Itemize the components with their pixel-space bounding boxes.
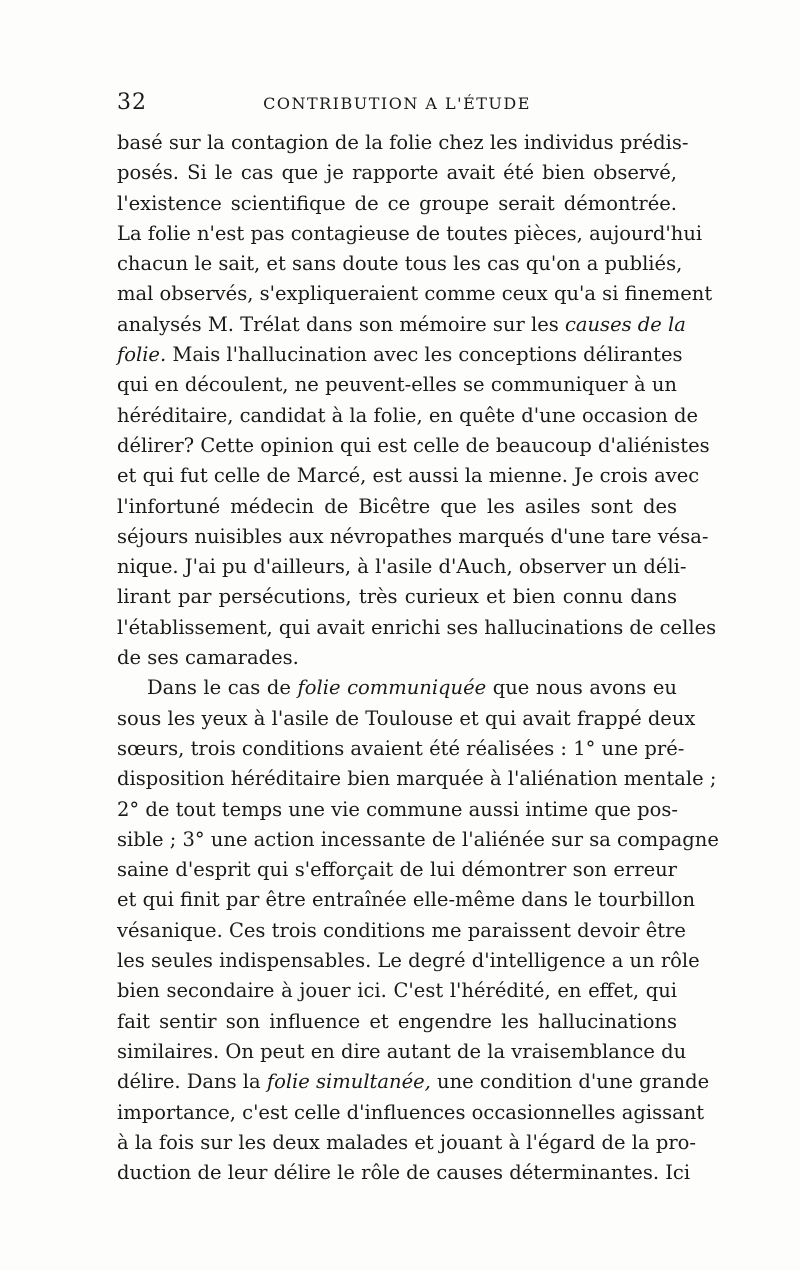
text-line: nique. J'ai pu d'ailleurs, à l'asile d'Auch, observer un déli- <box>117 555 687 579</box>
text-line: héréditaire, candidat à la folie, en quête d'une occasion de <box>117 403 698 427</box>
text-line: sœurs, trois conditions avaient été réalisées : 1° une pré- <box>117 736 685 760</box>
text-line: séjours nuisibles aux névropathes marqués d'une tare vésa- <box>117 524 709 548</box>
text-line: importance, c'est celle d'influences occasionnelles agissant <box>117 1100 705 1124</box>
text-line <box>117 340 683 370</box>
text-line: de ses camarades. <box>117 646 299 670</box>
text-line: vésanique. Ces trois conditions me paraissent devoir être <box>117 918 686 942</box>
text-run: une condition d'une grande <box>430 1070 710 1094</box>
text-run: analysés M. Trélat dans son mémoire sur les <box>117 312 559 336</box>
body-text <box>117 128 719 1188</box>
text-line: 2° de tout temps une vie commune aussi intime que pos- <box>117 797 678 821</box>
text-line: sous les yeux à l'asile de Toulouse et qui avait frappé deux <box>117 706 696 730</box>
text-line: et qui finit par être entraînée elle-même dans le tourbillon <box>117 888 696 912</box>
text-line: fait sentir son influence et engendre les hallucinations <box>117 1009 677 1033</box>
italic-run: folie. <box>117 343 167 367</box>
text-line: l'existence scientifique de ce groupe serait démontrée. <box>117 191 677 215</box>
page-header <box>117 90 677 120</box>
text-line <box>117 310 686 340</box>
text-run: que nous avons eu <box>486 676 677 700</box>
text-line: délirer? Cette opinion qui est celle de beaucoup d'aliénistes <box>117 433 710 457</box>
text-line: disposition héréditaire bien marquée à l'aliénation mentale ; <box>117 767 717 791</box>
running-title: CONTRIBUTION A L'ÉTUDE <box>263 94 531 113</box>
italic-run: folie communiquée <box>297 676 487 700</box>
text-line: basé sur la contagion de la folie chez les individus prédis- <box>117 131 689 154</box>
text-line: et qui fut celle de Marcé, est aussi la mienne. Je crois avec <box>117 464 700 488</box>
text-line: les seules indispensables. Le degré d'intelligence a un rôle <box>117 949 700 973</box>
italic-run: causes de la <box>564 312 686 336</box>
text-line: saine d'esprit qui s'efforçait de lui démontrer son erreur <box>117 858 677 882</box>
text-line: duction de leur délire le rôle de causes déterminantes. Ici <box>117 1161 691 1185</box>
text-line <box>117 673 677 703</box>
text-line: sible ; 3° une action incessante de l'aliénée sur sa compagne <box>117 827 719 851</box>
text-run: Mais l'hallucination avec les conceptions délirantes <box>166 343 683 367</box>
page-number: 32 <box>117 90 147 115</box>
text-run: délire. Dans la <box>117 1070 261 1094</box>
italic-run: folie simultanée, <box>266 1070 431 1094</box>
text-line <box>117 1067 710 1097</box>
text-line: qui en découlent, ne peuvent-elles se communiquer à un <box>117 373 677 397</box>
text-line: lirant par persécutions, très curieux et bien connu dans <box>117 585 677 609</box>
text-line: l'infortuné médecin de Bicêtre que les asiles sont des <box>117 494 677 518</box>
text-line: à la fois sur les deux malades et jouant à l'égard de la pro- <box>117 1130 696 1154</box>
text-line: bien secondaire à jouer ici. C'est l'hérédité, en effet, qui <box>117 979 677 1003</box>
text-line: La folie n'est pas contagieuse de toutes pièces, aujourd'hui <box>117 221 703 245</box>
text-line: l'établissement, qui avait enrichi ses hallucinations de celles <box>117 615 717 639</box>
text-line: similaires. On peut en dire autant de la vraisemblance du <box>117 1039 687 1063</box>
text-line: posés. Si le cas que je rapporte avait été bien observé, <box>117 161 677 185</box>
text-run: Dans le cas de <box>147 676 291 700</box>
text-line: mal observés, s'expliqueraient comme ceux qu'a si finement <box>117 282 713 306</box>
text-line: chacun le sait, et sans doute tous les cas qu'on a publiés, <box>117 252 683 276</box>
